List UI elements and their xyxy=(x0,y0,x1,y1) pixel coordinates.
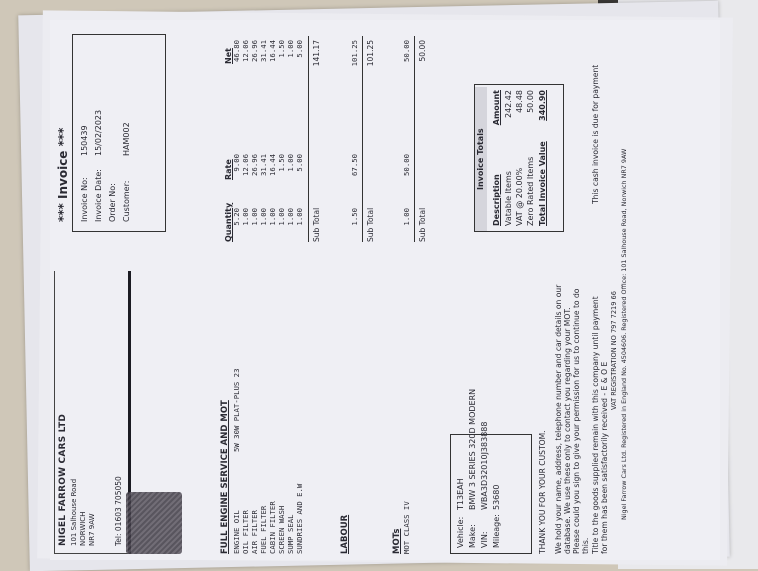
line-qty: 1.00 xyxy=(259,208,268,226)
line-rate: 1.50 xyxy=(277,154,286,172)
subtotal-label: Sub Total xyxy=(366,207,375,242)
subtotal-value: 101.25 xyxy=(366,40,375,67)
invoice-number-label: Invoice No: xyxy=(80,177,89,222)
line-description: AIR FILTER xyxy=(250,510,259,554)
quantity-header: Quantity xyxy=(224,202,233,242)
privacy-text: database. We use these only to contact you regarding your MOT. xyxy=(563,307,572,554)
line-qty: 1.00 xyxy=(277,208,286,226)
invoice-date-value: 15/02/2023 xyxy=(94,109,103,156)
totals-row-value: 50.00 xyxy=(526,90,535,113)
totals-row-value: 48.48 xyxy=(515,90,524,113)
rate-header: Rate xyxy=(224,159,233,180)
line-rate: 26.96 xyxy=(250,154,259,176)
totals-amount-header: Amount xyxy=(492,90,501,126)
totals-description-header: Description xyxy=(492,174,501,226)
line-qty: 1.50 xyxy=(350,208,359,226)
mileage-value: 53680 xyxy=(492,484,501,510)
subtotal-label: Sub Total xyxy=(312,207,321,242)
order-number-label: Order No: xyxy=(108,183,117,222)
line-net: 16.44 xyxy=(268,40,277,62)
line-rate: 50.00 xyxy=(402,154,411,176)
thank-you-text: THANK YOU FOR YOUR CUSTOM. xyxy=(538,430,547,554)
subtotal-rule xyxy=(362,36,363,242)
line-rate: 1.00 xyxy=(286,154,295,172)
line-net: 101.25 xyxy=(350,40,359,67)
invoice-title: *** Invoice *** xyxy=(56,127,70,222)
mileage-label: Mileage: xyxy=(492,514,501,548)
make-value: BMW 3 SERIES 320D MODERN xyxy=(468,388,477,510)
totals-row-label: Zero Rated Items xyxy=(526,156,535,226)
line-net: 12.06 xyxy=(241,40,250,62)
totals-title: Invoice Totals xyxy=(476,128,485,190)
vehicle-label: Vehicle: xyxy=(456,516,465,548)
line-qty: 1.00 xyxy=(250,208,259,226)
subtotal-rule xyxy=(308,36,309,242)
customer-label: Customer: xyxy=(122,180,131,222)
line-description: FUEL FILTER xyxy=(259,505,268,554)
line-qty: 1.00 xyxy=(241,208,250,226)
title-goods-text: for them has been satisfactorily received - E & O E xyxy=(600,361,609,554)
vin-value: WBA3D32010J383888 xyxy=(480,421,489,510)
line-rate: 31.41 xyxy=(259,154,268,176)
line-net: 1.50 xyxy=(277,40,286,58)
line-qty: 1.00 xyxy=(295,208,304,226)
line-qty: 1.00 xyxy=(286,208,295,226)
line-net: 46.80 xyxy=(232,40,241,62)
line-net: 26.96 xyxy=(250,40,259,62)
line-rate: 9.00 xyxy=(232,154,241,172)
section-title-mots: MOTs xyxy=(392,528,402,554)
company-logo xyxy=(126,492,182,554)
invoice-number-value: 150439 xyxy=(80,125,89,156)
line-description: SUNDRIES AND E.W xyxy=(295,483,304,554)
line-rate: 16.44 xyxy=(268,154,277,176)
company-address-line: NORWICH xyxy=(79,511,87,546)
line-description: MOT CLASS IV xyxy=(402,501,411,554)
vehicle-value: T13EAH xyxy=(456,478,465,510)
net-header: Net xyxy=(224,48,233,64)
vat-registration: VAT REGISTRATION NO 797 7219 66 xyxy=(610,291,618,410)
line-qty: 5.20 xyxy=(232,208,241,226)
totals-row-value: 242.42 xyxy=(504,90,513,118)
section-title-labour: LABOUR xyxy=(340,514,350,554)
section-title-service: FULL ENGINE SERVICE AND MOT xyxy=(220,400,230,554)
line-net: 31.41 xyxy=(259,40,268,62)
subtotal-value: 141.17 xyxy=(312,40,321,67)
make-label: Make: xyxy=(468,524,477,548)
company-address-line: 101 Salhouse Road xyxy=(70,478,78,546)
line-description: OIL FILTER xyxy=(241,510,250,554)
invoice-date-label: Invoice Date: xyxy=(94,169,103,222)
subtotal-rule xyxy=(414,36,415,242)
customer-value: HAM002 xyxy=(122,122,131,156)
totals-row-label: Vatable Items xyxy=(504,171,513,226)
company-telephone: Tel: 01603 705050 xyxy=(114,476,123,546)
title-goods-text: Title to the goods supplied remain with this company until payment xyxy=(591,296,600,554)
line-net: 5.00 xyxy=(295,40,304,58)
line-description: ENGINE OIL xyxy=(232,510,241,554)
invoice-page xyxy=(50,20,720,560)
total-invoice-value: 340.90 xyxy=(538,90,547,121)
line-qty: 1.00 xyxy=(402,208,411,226)
registered-office: Nigel Farrow Cars Ltd. Registered in England No. 4504606. Registered Office: 101 Salhouse Road, Norwich NR7 9AW xyxy=(620,148,628,520)
line-description: SUMP SEAL xyxy=(286,514,295,554)
line-description: SCREEN WASH xyxy=(277,505,286,554)
privacy-text: We hold your name, address, telephone number and car details on our xyxy=(554,284,563,554)
invoice-photo xyxy=(50,20,720,560)
subtotal-label: Sub Total xyxy=(418,207,427,242)
company-address-line: NR7 9AW xyxy=(88,513,96,546)
vin-label: VIN: xyxy=(480,531,489,548)
line-rate: 5.00 xyxy=(295,154,304,172)
total-invoice-label: Total Invoice Value xyxy=(538,141,547,226)
line-qty: 1.00 xyxy=(268,208,277,226)
cash-invoice-note: This cash invoice is due for payment xyxy=(591,64,600,204)
line-description: CABIN FILTER xyxy=(268,501,277,554)
line-extra: 5W 30W PLAT-PLUS 23 xyxy=(232,368,241,452)
company-name: NIGEL FARROW CARS LTD xyxy=(58,413,68,546)
privacy-text: this. xyxy=(581,537,590,554)
line-net: 50.00 xyxy=(402,40,411,62)
subtotal-value: 50.00 xyxy=(418,40,427,62)
line-rate: 12.06 xyxy=(241,154,250,176)
line-net: 1.00 xyxy=(286,40,295,58)
totals-row-label: VAT @ 20.00% xyxy=(515,167,524,226)
line-rate: 67.50 xyxy=(350,154,359,176)
privacy-text: Please could you sign to give your permission for us to continue to do xyxy=(572,288,581,554)
